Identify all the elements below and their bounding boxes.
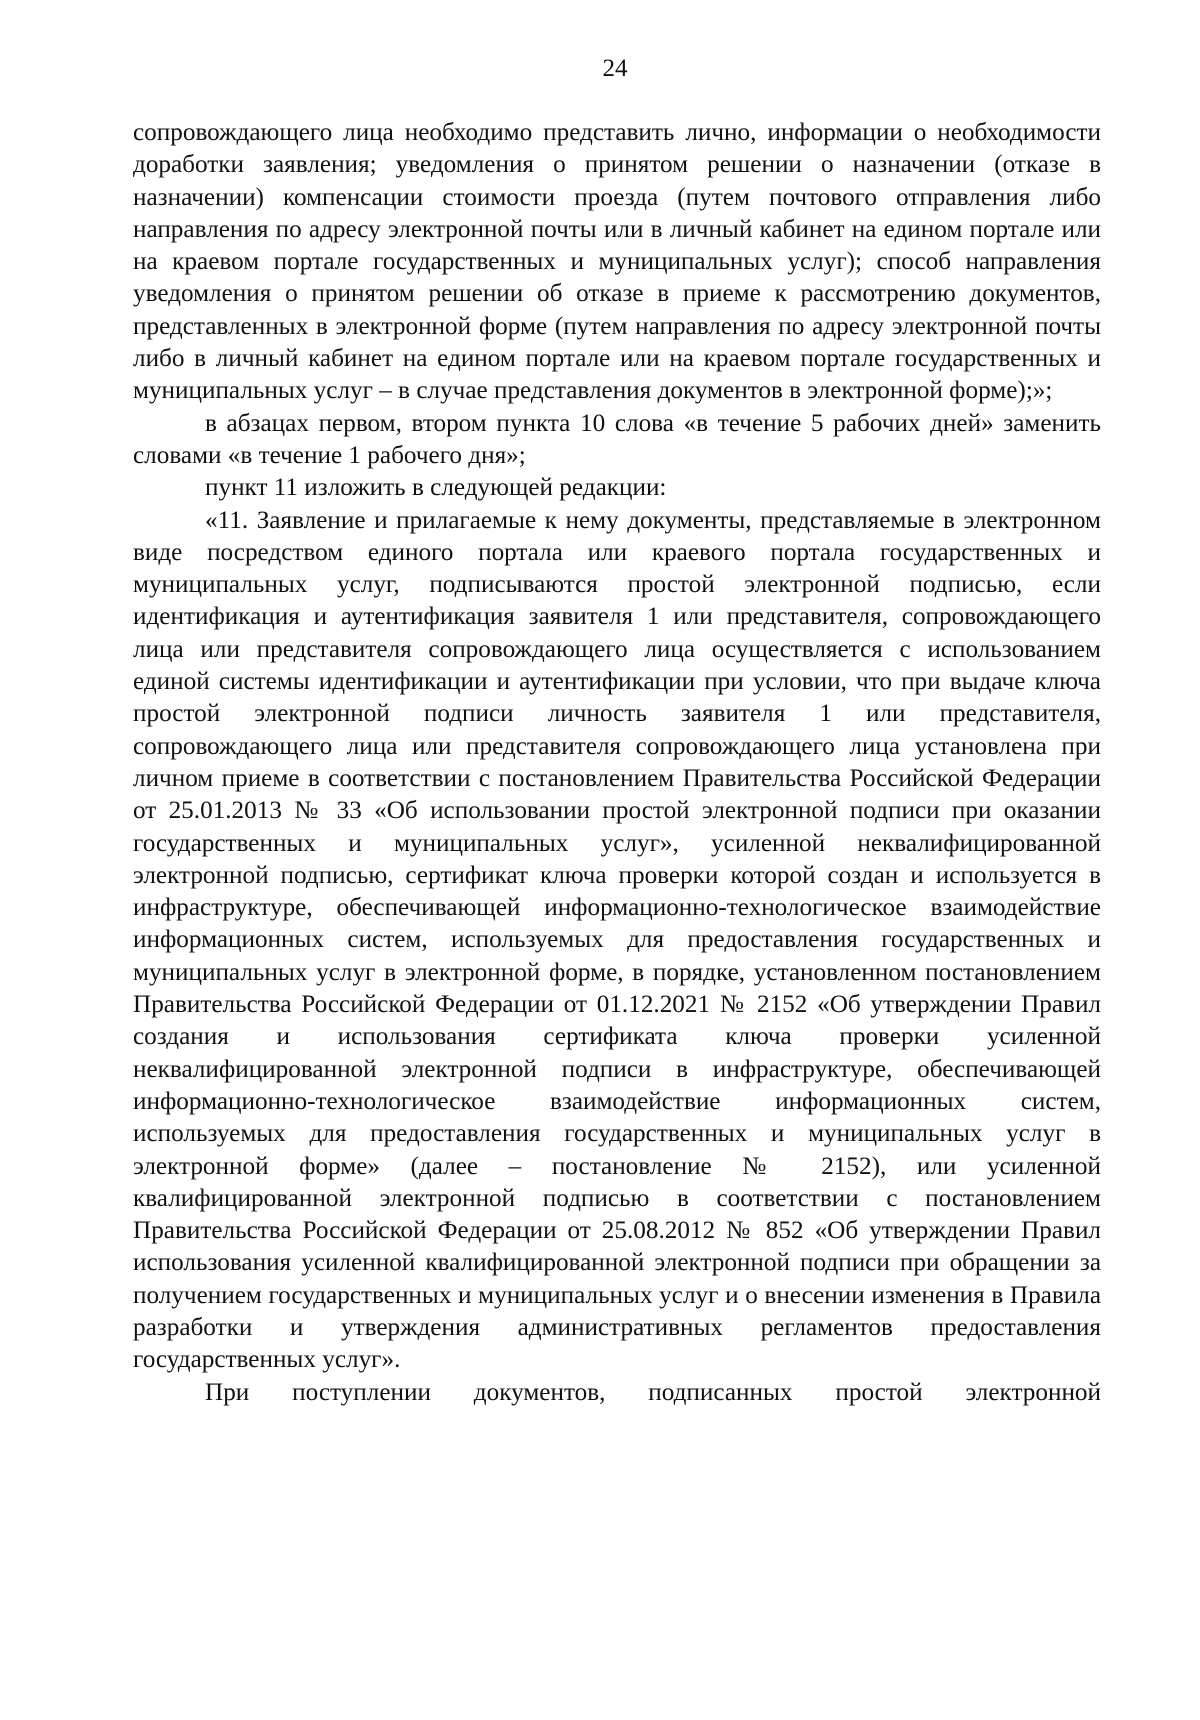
document-body [133, 117, 1101, 1409]
paragraph-notification-methods: сопровождающего лица необходимо представить лично, информации о необходимости доработки заявления; уведомления о принятом решении о назначении (отказе в назначении) компенсации стоимости проезда (путем почтового отправления либо направления по адресу электронной почты или в личный кабинет на едином портале или на краевом портале государственных и муниципальных услуг); способ направления уведомления о принятом решении об отказе в приеме к рассмотрению документов, представленных в электронной форме (путем направления по адресу электронной почты либо в личный кабинет на едином портале или на краевом портале государственных и муниципальных услуг – в случае представления документов в электронной форме);»; [133, 119, 1101, 405]
paragraph-receipt-of-documents: При поступлении документов, подписанных простой электронной [205, 1378, 1101, 1406]
paragraph-point-11-text: «11. Заявление и прилагаемые к нему документы, представляемые в электронном виде посредством единого портала или краевого портала государственных и муниципальных услуг, подписываются простой электронной подписью, если идентификация и аутентификация заявителя 1 или представителя, сопровождающего лица или представителя сопровождающего лица осуществляется с использованием единой системы идентификации и аутентификации при условии, что при выдаче ключа простой электронной подписи личность заявителя 1 или представителя, сопровождающего лица или представителя сопровождающего лица установлена при личном приеме в соответствии с постановлением Правительства Российской Федерации от 25.01.2013 № 33 «Об использовании простой электронной подписи при оказании государственных и муниципальных услуг», усиленной неквалифицированной электронной подписью, сертификат ключа проверки которой создан и используется в инфраструктуре, обеспечивающей информационно-технологическое взаимодействие информационных систем, используемых для предоставления государственных и муниципальных услуг в электронной форме, в порядке, установленном постановлением Правительства Российской Федерации от 01.12.2021 № 2152 «Об утверждении Правил создания и использования сертификата ключа проверки усиленной неквалифицированной электронной подписи в инфраструктуре, обеспечивающей информационно-технологическое взаимодействие информационных систем, используемых для предоставления государственных и муниципальных услуг в электронной форме» (далее – постановление № 2152), или усиленной квалифицированной электронной подписью в соответствии с постановлением Правительства Российской Федерации от 25.08.2012 № 852 «Об утверждении Правил использования усиленной квалифицированной электронной подписи при обращении за получением государственных и муниципальных услуг и о внесении изменения в Правила разработки и утверждения административных регламентов предоставления государственных услуг». [133, 506, 1101, 1374]
paragraph-point-11-intro: пункт 11 изложить в следующей редакции: [205, 474, 667, 502]
paragraph-point-10-amendment: в абзацах первом, втором пункта 10 слова «в течение 5 рабочих дней» заменить словами «в течение 1 рабочего дня»; [133, 409, 1101, 469]
page-number: 24 [602, 55, 628, 82]
